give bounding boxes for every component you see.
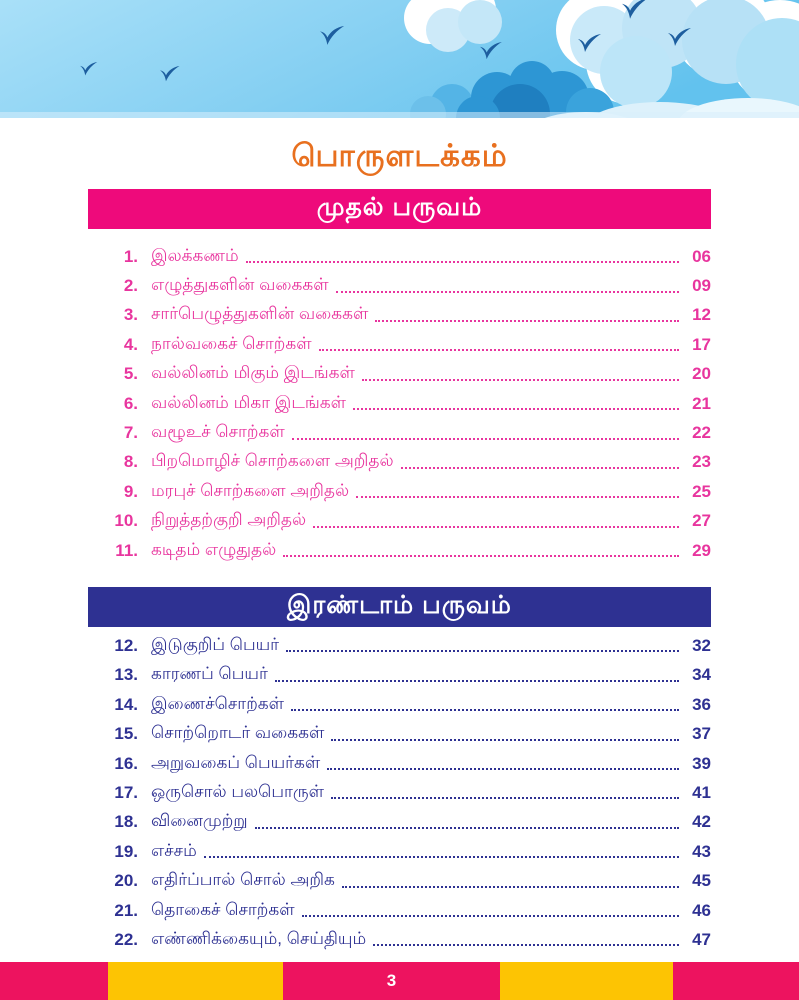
toc-row — [88, 690, 711, 719]
toc-item-page: 46 — [692, 900, 711, 920]
toc-item-number: 22. — [114, 929, 138, 949]
toc-row — [88, 719, 711, 748]
toc-item-number: 16. — [114, 753, 138, 773]
term-1-heading: முதல் பருவம் — [316, 193, 483, 221]
toc-item-page: 09 — [692, 276, 711, 296]
toc-item-page: 47 — [692, 929, 711, 949]
toc-row — [88, 389, 711, 418]
dotted-leader — [336, 280, 679, 293]
toc-row — [88, 360, 711, 389]
toc-item-label: நிறுத்தற்குறி அறிதல் — [151, 510, 307, 530]
toc-row — [88, 808, 711, 837]
toc-item-label: எதிர்ப்பால் சொல் அறிக — [151, 870, 335, 890]
toc-row — [88, 536, 711, 565]
toc-list — [88, 229, 711, 565]
toc-item-page: 23 — [692, 452, 711, 472]
toc-item-number: 5. — [123, 364, 138, 384]
footer-stripe — [283, 962, 500, 1000]
toc-row — [88, 866, 711, 895]
toc-item-number: 15. — [114, 724, 138, 744]
toc-item-page: 36 — [692, 694, 711, 714]
toc-item-page: 20 — [692, 364, 711, 384]
toc-item-page: 43 — [692, 841, 711, 861]
dotted-leader — [275, 669, 679, 682]
toc-list — [88, 627, 711, 954]
toc-item-number: 14. — [114, 694, 138, 714]
toc-row — [88, 631, 711, 660]
toc-row — [88, 271, 711, 300]
toc-item-label: கடிதம் எழுதுதல் — [151, 539, 277, 559]
dotted-leader — [331, 786, 679, 799]
toc-item-label: வினைமுற்று — [151, 811, 248, 831]
toc-item-page: 22 — [692, 423, 711, 443]
toc-item-number: 13. — [114, 665, 138, 685]
dotted-leader — [302, 904, 679, 917]
sky-illustration — [0, 0, 799, 118]
dotted-leader — [292, 427, 679, 440]
toc-row — [88, 925, 711, 954]
toc-row — [88, 896, 711, 925]
toc-item-page: 34 — [692, 665, 711, 685]
toc-item-number: 20. — [114, 871, 138, 891]
toc-item-label: இலக்கணம் — [151, 245, 239, 265]
toc-item-page: 27 — [692, 511, 711, 531]
toc-item-page: 39 — [692, 753, 711, 773]
toc-item-number: 6. — [123, 393, 138, 413]
toc-item-number: 9. — [123, 481, 138, 501]
toc-item-page: 12 — [692, 305, 711, 325]
dotted-leader — [362, 368, 679, 381]
toc-item-number: 18. — [114, 812, 138, 832]
toc-item-page: 25 — [692, 481, 711, 501]
toc-item-label: மரபுச் சொற்களை அறிதல் — [151, 480, 350, 500]
toc-item-label: சொற்றொடர் வகைகள் — [151, 723, 325, 743]
toc-item-label: வல்லினம் மிகா இடங்கள் — [151, 392, 346, 412]
toc-item-number: 12. — [114, 635, 138, 655]
toc-item-page: 42 — [692, 812, 711, 832]
toc-item-label: எண்ணிக்கையும், செய்தியும் — [151, 928, 367, 948]
toc-row — [88, 837, 711, 866]
dotted-leader — [356, 485, 679, 498]
footer-stripe — [108, 962, 283, 1000]
page-title: பொருளடக்கம் — [291, 138, 508, 173]
term-1-section — [0, 189, 799, 565]
toc-row — [88, 507, 711, 536]
dotted-leader — [342, 875, 679, 888]
toc-item-number: 8. — [123, 452, 138, 472]
toc-item-number: 10. — [114, 511, 138, 531]
toc-item-label: காரணப் பெயர் — [151, 664, 268, 684]
dotted-leader — [291, 698, 679, 711]
toc-item-number: 7. — [123, 423, 138, 443]
toc-item-label: வல்லினம் மிகும் இடங்கள் — [151, 363, 355, 383]
toc-item-number: 3. — [123, 305, 138, 325]
dotted-leader — [353, 397, 679, 410]
footer-stripe — [673, 962, 799, 1000]
footer-stripe — [500, 962, 673, 1000]
dotted-leader — [327, 757, 679, 770]
term-1-banner — [88, 189, 711, 229]
dotted-leader — [313, 515, 679, 528]
toc-row — [88, 477, 711, 506]
toc-row — [88, 661, 711, 690]
term-2-section — [0, 587, 799, 954]
toc-row — [88, 778, 711, 807]
toc-item-number: 17. — [114, 782, 138, 802]
toc-item-label: பிறமொழிச் சொற்களை அறிதல் — [151, 451, 394, 471]
toc-item-label: நால்வகைச் சொற்கள் — [151, 333, 312, 353]
toc-row — [88, 448, 711, 477]
toc-item-number: 2. — [123, 276, 138, 296]
toc-item-label: இடுகுறிப் பெயர் — [151, 634, 280, 654]
toc-item-page: 41 — [692, 782, 711, 802]
toc-item-number: 19. — [114, 841, 138, 861]
toc-row — [88, 330, 711, 359]
toc-row — [88, 301, 711, 330]
dotted-leader — [331, 728, 679, 741]
toc-item-page: 06 — [692, 246, 711, 266]
toc-item-label: தொகைச் சொற்கள் — [151, 899, 295, 919]
dotted-leader — [283, 544, 679, 557]
toc-item-label: இணைச்சொற்கள் — [151, 693, 284, 713]
term-2-banner — [88, 587, 711, 627]
toc-item-page: 21 — [692, 393, 711, 413]
toc-item-page: 45 — [692, 871, 711, 891]
toc-item-label: அறுவகைப் பெயர்கள் — [151, 752, 321, 772]
dotted-leader — [255, 816, 679, 829]
dotted-leader — [246, 250, 679, 263]
toc-row — [88, 749, 711, 778]
dotted-leader — [319, 338, 679, 351]
toc-row — [88, 242, 711, 271]
toc-item-number: 11. — [115, 540, 138, 560]
toc-item-label: எழுத்துகளின் வகைகள் — [151, 275, 329, 295]
toc-item-page: 32 — [692, 635, 711, 655]
footer-stripe — [0, 962, 108, 1000]
folio-page-number: 3 — [386, 971, 397, 990]
toc-item-label: ஒருசொல் பலபொருள் — [151, 781, 324, 801]
toc-row — [88, 418, 711, 447]
header-artwork — [0, 0, 799, 118]
term-2-heading: இரண்டாம் பருவம் — [287, 591, 512, 620]
toc-item-label: சார்பெழுத்துகளின் வகைகள் — [151, 304, 369, 324]
dotted-leader — [204, 845, 679, 858]
toc-item-page: 29 — [692, 540, 711, 560]
toc-item-label: வழூஉச் சொற்கள் — [151, 422, 285, 442]
page-footer — [0, 962, 799, 1000]
toc-item-number: 4. — [123, 334, 138, 354]
toc-item-number: 21. — [114, 900, 138, 920]
toc-item-page: 37 — [692, 724, 711, 744]
toc-item-page: 17 — [692, 334, 711, 354]
toc-item-label: எச்சம் — [151, 840, 197, 860]
dotted-leader — [286, 639, 679, 652]
dotted-leader — [401, 456, 679, 469]
dotted-leader — [373, 933, 679, 946]
toc-item-number: 1. — [123, 246, 138, 266]
dotted-leader — [375, 309, 679, 322]
